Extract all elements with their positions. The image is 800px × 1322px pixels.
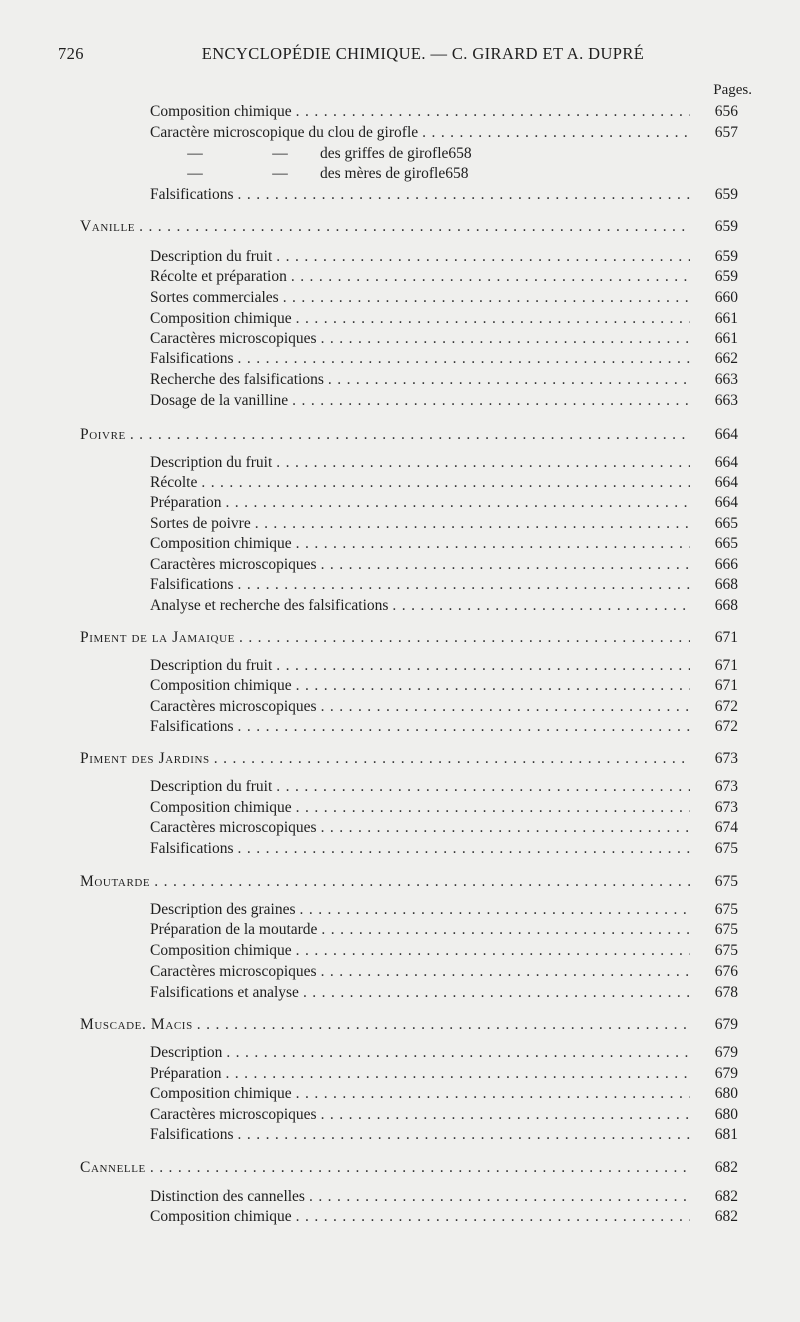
entry-title: Composition chimique	[150, 799, 292, 816]
toc-entry	[150, 1106, 738, 1126]
entry-title: Distinction des cannelles	[150, 1188, 305, 1205]
entry-title: Falsifications et analyse	[150, 984, 299, 1001]
leader-dots	[130, 426, 690, 444]
leader-dots	[154, 873, 690, 891]
toc-entry	[150, 1126, 738, 1146]
page-reference: 678	[714, 984, 738, 1001]
leader-dots	[238, 576, 690, 594]
page-reference: 671	[714, 677, 738, 694]
page-reference: 675	[714, 873, 738, 890]
page-reference: 671	[714, 657, 738, 674]
leader-dots	[238, 840, 690, 858]
leader-dots	[139, 218, 690, 236]
leader-dots	[303, 984, 690, 1002]
leader-dots	[296, 942, 690, 960]
toc-section	[80, 873, 738, 893]
toc-entry	[150, 186, 738, 206]
leader-dots	[321, 330, 690, 348]
page-reference: 664	[714, 426, 738, 443]
toc-entry	[150, 494, 738, 514]
entry-title: Falsifications	[150, 840, 234, 857]
page-reference: 661	[714, 310, 738, 327]
entry-title: Description du fruit	[150, 248, 273, 265]
leader-dots	[225, 1065, 690, 1083]
entry-title: Caractères microscopiques	[150, 1106, 317, 1123]
leader-dots	[276, 248, 690, 266]
page-reference: 675	[714, 840, 738, 857]
toc-section	[80, 1016, 738, 1036]
leader-dots	[150, 1159, 690, 1177]
page-reference: 671	[714, 629, 738, 646]
entry-title: Falsifications	[150, 350, 234, 367]
page-reference: 663	[714, 392, 738, 409]
toc-entry	[150, 124, 738, 144]
entry-title: Sortes commerciales	[150, 289, 279, 306]
toc-entry	[150, 718, 738, 738]
toc-entry	[150, 698, 738, 718]
entry-title: des mères de girofle	[320, 165, 446, 182]
leader-dots	[291, 268, 690, 286]
entry-title: des griffes de girofle	[320, 145, 449, 162]
toc-section	[80, 629, 738, 649]
entry-title: Falsifications	[150, 186, 234, 203]
page-reference: 664	[714, 454, 738, 471]
ditto-dash: —	[272, 145, 288, 162]
page-reference: 679	[714, 1065, 738, 1082]
toc-entry	[150, 799, 738, 819]
entry-title: Caractères microscopiques	[150, 556, 317, 573]
toc-entry	[150, 984, 738, 1004]
entry-title: Composition chimique	[150, 535, 292, 552]
toc-entry	[150, 576, 738, 596]
page-reference: 664	[714, 474, 738, 491]
page-reference: 682	[714, 1159, 738, 1176]
leader-dots	[201, 474, 690, 492]
leader-dots	[225, 494, 690, 512]
entry-title: Récolte et préparation	[150, 268, 287, 285]
entry-title: Récolte	[150, 474, 198, 491]
ditto-dash: —	[187, 145, 203, 162]
toc-entry	[150, 1044, 738, 1064]
toc-entry	[150, 819, 738, 839]
page-reference: 663	[714, 371, 738, 388]
toc-entry	[150, 268, 738, 288]
leader-dots	[321, 921, 690, 939]
page-reference: 673	[714, 799, 738, 816]
entry-title: Composition chimique	[150, 1208, 292, 1225]
toc-entry	[150, 165, 738, 185]
toc-entry	[150, 556, 738, 576]
toc-entry	[150, 901, 738, 921]
leader-dots	[238, 1126, 690, 1144]
toc-entry	[150, 1188, 738, 1208]
entry-title: Falsifications	[150, 718, 234, 735]
leader-dots	[309, 1188, 690, 1206]
leader-dots	[296, 310, 690, 328]
toc-entry	[150, 535, 738, 555]
entry-title: Préparation de la moutarde	[150, 921, 318, 938]
leader-dots	[276, 454, 690, 472]
toc-entry	[150, 392, 738, 412]
toc-entry	[150, 1065, 738, 1085]
toc-entry	[150, 840, 738, 860]
leader-dots	[276, 657, 690, 675]
section-title: Moutarde	[80, 873, 151, 890]
leader-dots	[238, 718, 690, 736]
toc-entry	[150, 597, 738, 617]
entry-title: Dosage de la vanilline	[150, 392, 289, 409]
page-reference: 681	[714, 1126, 738, 1143]
running-title: ENCYCLOPÉDIE CHIMIQUE. — C. GIRARD ET A. DUPRÉ	[201, 44, 645, 63]
toc-entry	[150, 778, 738, 798]
page-reference: 666	[714, 556, 738, 573]
page-reference: 673	[714, 778, 738, 795]
page-reference: 679	[714, 1044, 738, 1061]
toc-entry	[150, 371, 738, 391]
leader-dots	[296, 677, 690, 695]
entry-title: Analyse et recherche des falsifications	[150, 597, 389, 614]
page-reference: 668	[714, 576, 738, 593]
page-reference: 672	[714, 718, 738, 735]
page-reference: 665	[714, 515, 738, 532]
entry-title: Falsifications	[150, 576, 234, 593]
section-title: Muscade. Macis	[80, 1016, 193, 1033]
page-reference: 665	[714, 535, 738, 552]
leader-dots	[238, 186, 690, 204]
page-reference: 668	[714, 597, 738, 614]
entry-title: Description du fruit	[150, 657, 273, 674]
page-reference: 658	[445, 165, 469, 182]
leader-dots	[321, 556, 690, 574]
entry-title: Préparation	[150, 494, 222, 511]
page-reference: 673	[714, 750, 738, 767]
toc-entry	[150, 657, 738, 677]
leader-dots	[197, 1016, 690, 1034]
toc-entry	[150, 145, 738, 165]
section-title: Piment de la Jamaique	[80, 629, 235, 646]
leader-dots	[226, 1044, 690, 1062]
entry-title: Composition chimique	[150, 103, 292, 120]
leader-dots	[328, 371, 690, 389]
section-title: Vanille	[80, 218, 136, 235]
page-reference: 659	[714, 268, 738, 285]
entry-title: Composition chimique	[150, 1085, 292, 1102]
entry-title: Recherche des falsifications	[150, 371, 324, 388]
entry-title: Caractères microscopiques	[150, 963, 317, 980]
leader-dots	[392, 597, 690, 615]
page-reference: 660	[714, 289, 738, 306]
page-reference: 664	[714, 494, 738, 511]
entry-title: Composition chimique	[150, 942, 292, 959]
leader-dots	[321, 963, 690, 981]
leader-dots	[255, 515, 690, 533]
page-reference: 675	[714, 942, 738, 959]
entry-title: Description du fruit	[150, 778, 273, 795]
page-reference: 675	[714, 901, 738, 918]
toc-entry	[150, 330, 738, 350]
page-reference: 662	[714, 350, 738, 367]
leader-dots	[321, 698, 690, 716]
page-reference: 659	[714, 186, 738, 203]
page-reference: 659	[714, 218, 738, 235]
toc-entry	[150, 474, 738, 494]
leader-dots	[292, 392, 690, 410]
entry-title: Caractères microscopiques	[150, 330, 317, 347]
leader-dots	[296, 1208, 690, 1226]
section-title: Cannelle	[80, 1159, 146, 1176]
page-reference: 672	[714, 698, 738, 715]
leader-dots	[321, 819, 690, 837]
page-reference: 656	[714, 103, 738, 120]
entry-title: Composition chimique	[150, 310, 292, 327]
page-reference: 675	[714, 921, 738, 938]
entry-title: Description	[150, 1044, 223, 1061]
entry-title: Falsifications	[150, 1126, 234, 1143]
toc-entry	[150, 103, 738, 123]
toc-entry	[150, 1208, 738, 1228]
toc-entry	[150, 963, 738, 983]
toc-section	[80, 750, 738, 770]
leader-dots	[296, 1085, 690, 1103]
toc-entry	[150, 921, 738, 941]
leader-dots	[214, 750, 690, 768]
ditto-dash: —	[272, 165, 288, 182]
page-reference: 657	[714, 124, 738, 141]
entry-title: Préparation	[150, 1065, 222, 1082]
toc-entry	[150, 942, 738, 962]
leader-dots	[321, 1106, 690, 1124]
entry-title: Description des graines	[150, 901, 296, 918]
page-reference: 679	[714, 1016, 738, 1033]
leader-dots	[239, 629, 690, 647]
entry-title: Description du fruit	[150, 454, 273, 471]
section-title: Piment des Jardins	[80, 750, 210, 767]
pages-column-label: Pages.	[713, 82, 752, 98]
toc-entry	[150, 677, 738, 697]
toc-entry	[150, 350, 738, 370]
entry-title: Caractères microscopiques	[150, 819, 317, 836]
entry-title: Sortes de poivre	[150, 515, 251, 532]
leader-dots	[283, 289, 690, 307]
leader-dots	[276, 778, 690, 796]
page-reference: 661	[714, 330, 738, 347]
toc-entry	[150, 248, 738, 268]
entry-title: Caractère microscopique du clou de girofle	[150, 124, 419, 141]
entry-title: Caractères microscopiques	[150, 698, 317, 715]
page-reference: 676	[714, 963, 738, 980]
toc-section	[80, 218, 738, 238]
page-reference: 682	[714, 1188, 738, 1205]
toc-section	[80, 1159, 738, 1179]
running-header	[58, 44, 738, 68]
leader-dots	[300, 901, 691, 919]
page-reference: 680	[714, 1106, 738, 1123]
leader-dots	[296, 103, 690, 121]
toc-entry	[150, 1085, 738, 1105]
page-reference: 680	[714, 1085, 738, 1102]
leader-dots	[422, 124, 690, 142]
page-reference: 658	[448, 145, 472, 162]
page-reference: 659	[714, 248, 738, 265]
entry-title: Composition chimique	[150, 677, 292, 694]
leader-dots	[296, 799, 690, 817]
toc-entry	[150, 454, 738, 474]
page-reference: 674	[714, 819, 738, 836]
leader-dots	[296, 535, 690, 553]
toc-entry	[150, 310, 738, 330]
toc-entry	[150, 515, 738, 535]
page-number: 726	[58, 44, 84, 63]
toc-entry	[150, 289, 738, 309]
toc-section	[80, 426, 738, 446]
section-title: Poivre	[80, 426, 126, 443]
ditto-dash: —	[187, 165, 203, 182]
page-reference: 682	[714, 1208, 738, 1225]
leader-dots	[238, 350, 690, 368]
